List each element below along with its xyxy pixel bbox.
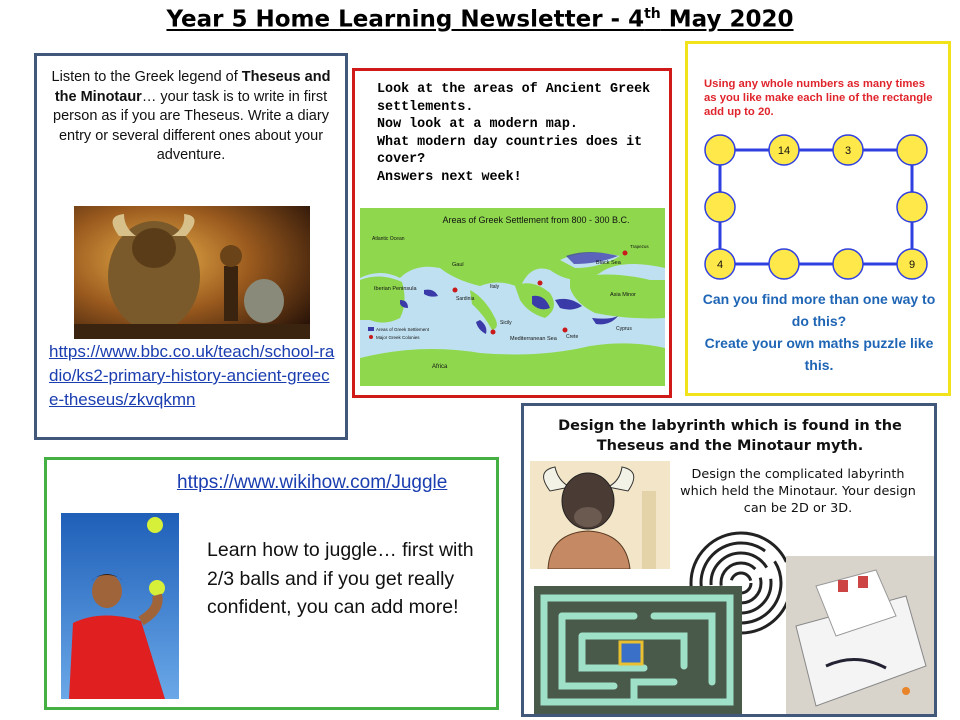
theseus-text-b: … your task is to write in first person as if you are Theseus. Write a diary entry or several different ones about your adventure. (53, 88, 329, 163)
maths-question (696, 288, 942, 376)
maths-instruction: Using any whole numbers as many times as you like make each line of the rectangle add up to 20. (704, 78, 933, 118)
theseus-text-bold: Theseus and the Minotaur (54, 69, 331, 105)
juggling-panel (44, 457, 499, 710)
puzzle-number-7: 4 (716, 259, 724, 271)
legend-label-colony: Major Greek Colonies (376, 335, 420, 340)
theseus-instructions (43, 68, 339, 166)
legend-label-area: Areas of Greek Settlement (376, 327, 430, 332)
greek-line-2: Now look at a modern map. (377, 117, 578, 132)
legend-swatch-area (368, 327, 374, 331)
map-label-gaul: Gaul (452, 262, 464, 268)
map-label-sardinia: Sardinia (456, 296, 475, 302)
minotaur-illustration (74, 206, 310, 339)
map-label-trapezus: Trapezus (630, 244, 649, 249)
puzzle-circle-5 (705, 192, 735, 222)
number-rectangle-puzzle (700, 132, 940, 282)
puzzle-circle-1 (705, 135, 735, 165)
map-label-asia-minor: Asia Minor (610, 292, 636, 298)
puzzle-circle-4 (897, 135, 927, 165)
map-label-iberia: Iberian Peninsula (374, 286, 417, 292)
bbc-theseus-link[interactable]: https://www.bbc.co.uk/teach/school-radio/ks2-primary-history-ancient-greece-theseus/zkvqkmn (49, 342, 335, 409)
labyrinth-title: Design the labyrinth which is found in the Theseus and the Minotaur myth. (558, 418, 902, 454)
greek-settlement-map (360, 208, 665, 386)
page-title (0, 6, 960, 33)
theseus-text-a: Listen to the Greek legend of (51, 69, 242, 85)
map-label-black-sea: Black Sea (596, 260, 621, 266)
map-title: Areas of Greek Settlement from 800 - 300 B.C. (442, 215, 630, 225)
puzzle-circle-6 (897, 192, 927, 222)
minotaur-cartoon (530, 461, 670, 569)
maths-question-line-2: Create your own maths puzzle like this. (704, 335, 934, 373)
title-main: Year 5 Home Learning Newsletter - 4 (166, 6, 645, 33)
puzzle-number-2: 14 (777, 145, 791, 157)
puzzle-circle-8 (769, 249, 799, 279)
maths-puzzle-panel (685, 41, 951, 396)
greek-line-4: Answers next week! (377, 169, 522, 185)
greek-settlements-panel (352, 68, 672, 398)
wikihow-juggle-link[interactable]: https://www.wikihow.com/Juggle (177, 472, 448, 493)
3d-labyrinth-model-photo (786, 556, 934, 714)
puzzle-number-3: 3 (844, 145, 852, 157)
title-tail: May 2020 (660, 6, 794, 33)
puzzle-circle-9 (833, 249, 863, 279)
map-label-italy: Italy (490, 284, 500, 290)
map-label-cyprus: Cyprus (616, 326, 632, 332)
legend-swatch-colony (369, 335, 373, 339)
map-label-sicily: Sicily (500, 320, 512, 326)
boy-juggling-photo (61, 513, 179, 699)
theseus-writing-panel (34, 53, 348, 440)
map-label-mediterranean: Mediterranean Sea (510, 336, 557, 342)
greek-line-1: Look at the areas of Ancient Greek settlements. (377, 82, 651, 115)
greek-line-3: What modern day countries does it cover? (377, 134, 643, 167)
map-label-atlantic: Atlantic Ocean (372, 236, 405, 242)
tube-maze-photo (534, 586, 742, 714)
title-ordinal-suffix: th (644, 6, 661, 22)
map-label-crete: Crete (566, 334, 579, 340)
maths-question-line-1: Can you find more than one way to do this? (702, 291, 936, 329)
puzzle-number-10: 9 (908, 259, 916, 271)
labyrinth-panel (521, 403, 937, 717)
greek-instructions (377, 81, 667, 186)
map-label-africa: Africa (432, 364, 448, 370)
labyrinth-instructions: Design the complicated labyrinth which held the Minotaur. Your design can be 2D or 3D. (680, 467, 916, 516)
juggle-instructions: Learn how to juggle… first with 2/3 balls and if you get really confident, you can add more! (207, 539, 474, 618)
